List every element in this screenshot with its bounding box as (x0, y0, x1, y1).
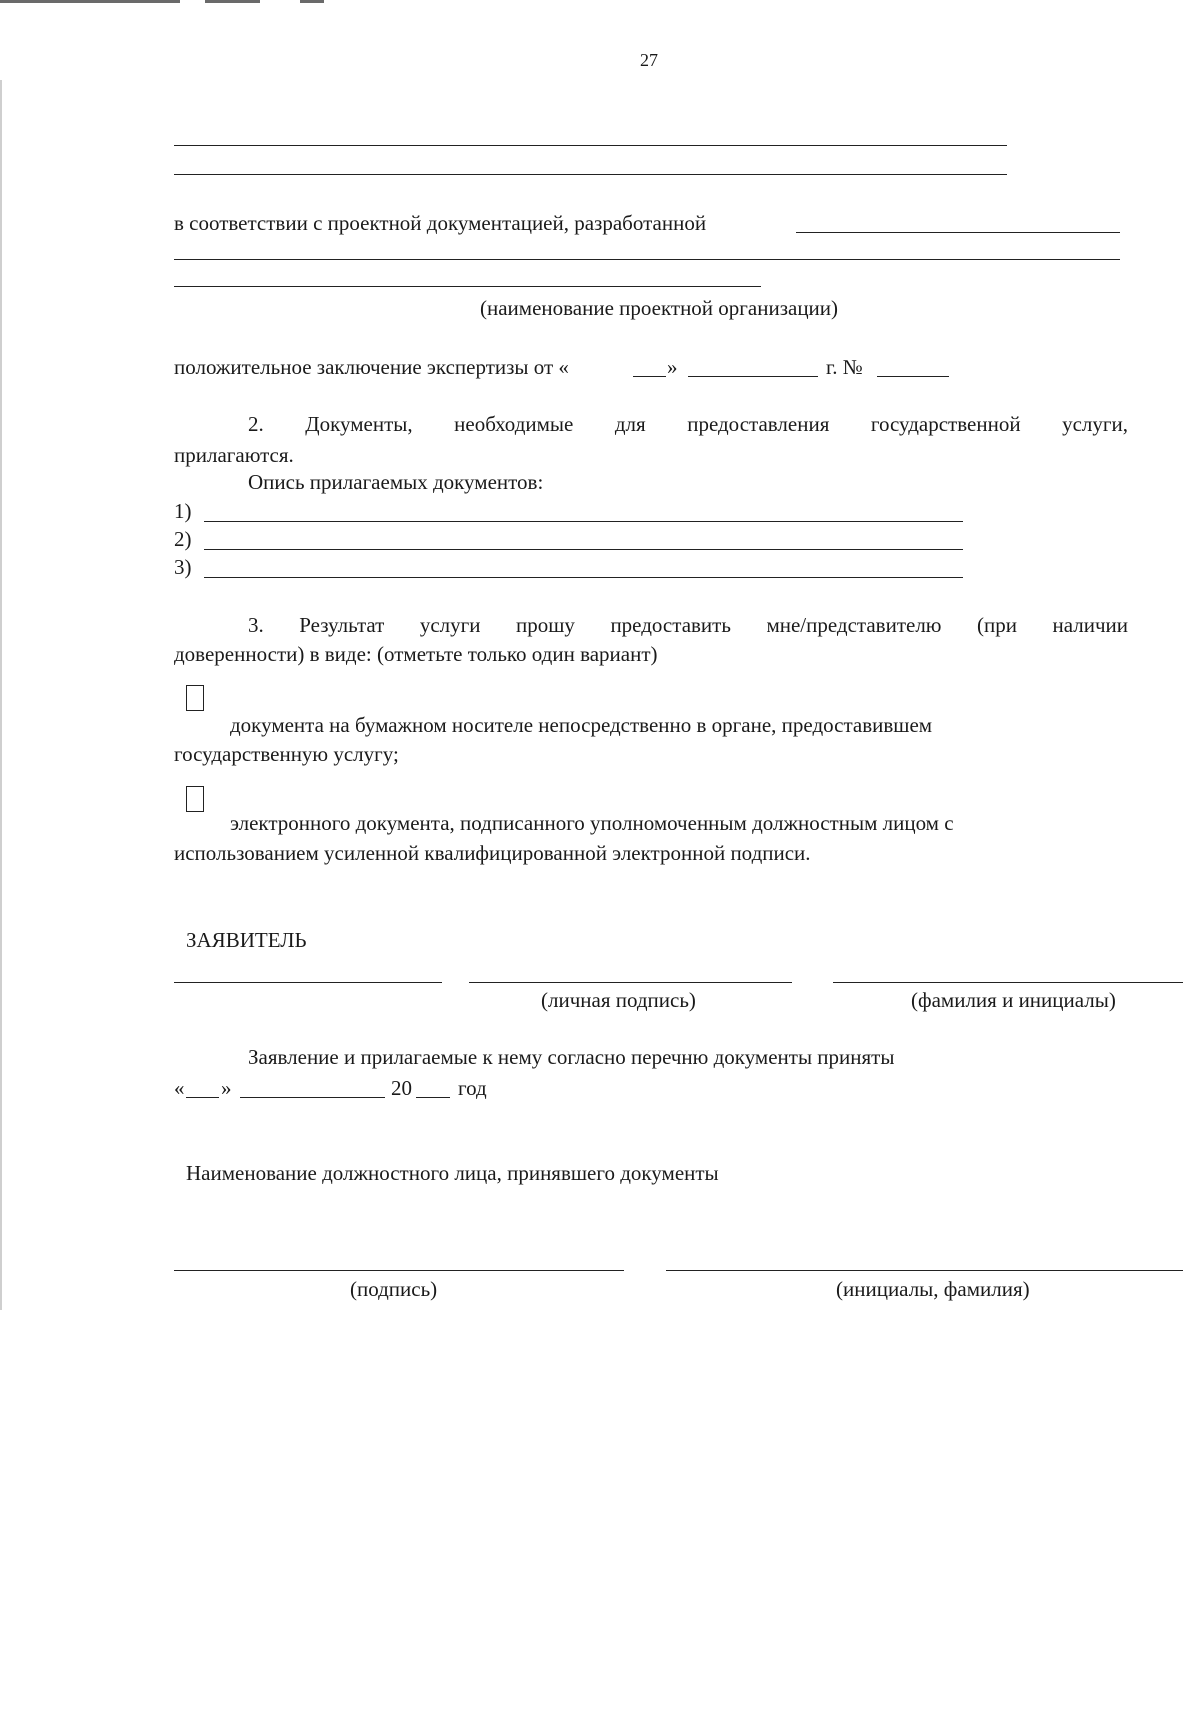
option-paper-line1: документа на бумажном носителе непосредственно в органе, предоставившем (230, 713, 933, 737)
result-heading-line2: доверенности) в виде: (отметьте только один вариант) (174, 642, 658, 666)
scan-edge-mark (0, 0, 180, 3)
option-electronic-line2: использованием усиленной квалифицированной электронной подписи. (174, 841, 811, 865)
expertise-year-number-label: г. № (826, 355, 863, 379)
project-doc-text: в соответствии с проектной документацией, разработанной (174, 211, 707, 235)
page-number: 27 (640, 50, 658, 70)
expertise-quote-close: » (667, 355, 678, 379)
acceptance-date-close: » (221, 1076, 232, 1100)
scan-edge-mark (205, 0, 260, 3)
option-electronic-line1: электронного документа, подписанного уполномоченным должностным лицом с (230, 811, 954, 835)
expertise-text (174, 354, 569, 380)
option-paper-line2: государственную услугу; (174, 742, 399, 766)
option-paper-checkbox[interactable] (186, 685, 204, 711)
inventory-item-field[interactable] (204, 549, 963, 550)
applicant-name-field[interactable] (833, 982, 1183, 983)
scan-edge-shadow (0, 80, 2, 1310)
expertise-day-field[interactable] (633, 376, 666, 377)
official-signature-field[interactable] (174, 1270, 624, 1271)
applicant-blank-field[interactable] (174, 982, 442, 983)
acceptance-year-field[interactable] (416, 1097, 450, 1098)
acceptance-date-open: « (174, 1076, 185, 1100)
acceptance-year-prefix: 20 (391, 1076, 412, 1100)
acceptance-text: Заявление и прилагаемые к нему согласно перечню документы приняты (248, 1045, 895, 1069)
applicant-signature-field[interactable] (469, 982, 792, 983)
official-name-field[interactable] (666, 1270, 1183, 1271)
option-electronic-checkbox[interactable] (186, 786, 204, 812)
scan-edge-mark (300, 0, 324, 3)
expertise-number-field[interactable] (877, 376, 949, 377)
official-label: Наименование должностного лица, принявшего документы (186, 1161, 719, 1185)
project-org-caption: (наименование проектной организации) (480, 296, 839, 320)
documents-heading-line1: 2. Документы, необходимые для предоставления государственной услуги, (248, 412, 1128, 436)
project-org-field-line2[interactable] (174, 259, 1120, 260)
applicant-name-caption: (фамилия и инициалы) (911, 988, 1116, 1012)
documents-heading-line2: прилагаются. (174, 443, 294, 467)
acceptance-year-suffix: год (458, 1076, 487, 1100)
inventory-item-number: 1) (174, 499, 192, 523)
official-signature-caption: (подпись) (350, 1277, 438, 1301)
inventory-item-number: 2) (174, 527, 192, 551)
project-org-field[interactable] (796, 232, 1120, 233)
blank-line[interactable] (174, 145, 1007, 146)
official-name-caption: (инициалы, фамилия) (836, 1277, 1030, 1301)
expertise-month-field[interactable] (688, 376, 818, 377)
blank-line[interactable] (174, 174, 1007, 175)
inventory-item-field[interactable] (204, 521, 963, 522)
acceptance-day-field[interactable] (186, 1097, 219, 1098)
inventory-item-field[interactable] (204, 577, 963, 578)
result-heading-line1: 3. Результат услуги прошу предоставить мне/представителю (при наличии (248, 613, 1128, 637)
applicant-signature-caption: (личная подпись) (541, 988, 696, 1012)
inventory-item-number: 3) (174, 555, 192, 579)
project-org-field-line3[interactable] (174, 286, 761, 287)
expertise-prefix: положительное заключение экспертизы от « (174, 355, 569, 379)
inventory-label: Опись прилагаемых документов: (248, 470, 544, 494)
applicant-label: ЗАЯВИТЕЛЬ (186, 928, 307, 952)
acceptance-month-field[interactable] (240, 1097, 385, 1098)
